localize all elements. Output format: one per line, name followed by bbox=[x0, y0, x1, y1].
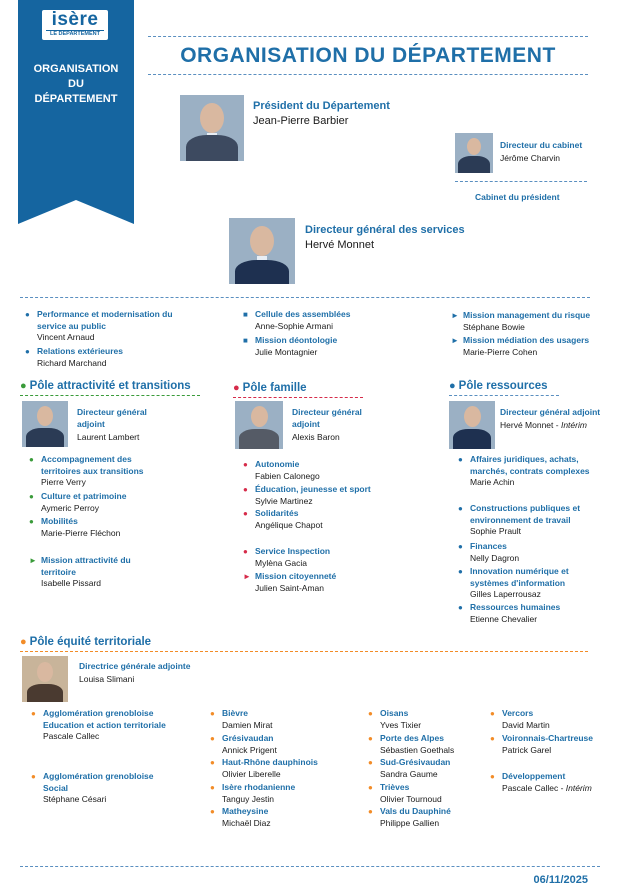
president-photo bbox=[180, 95, 244, 161]
cabinet-director-photo bbox=[455, 133, 493, 173]
equite-item: ● Sud-Grésivaudan Sandra Gaume bbox=[368, 757, 451, 779]
famille-director-photo bbox=[235, 401, 283, 449]
ressources-director-photo bbox=[449, 401, 495, 449]
ribbon-title: ORGANISATION DU DÉPARTEMENT bbox=[33, 63, 119, 105]
famille-item: ● Service Inspection Mylèna Gacia bbox=[243, 546, 331, 568]
equite-director-photo bbox=[22, 656, 68, 702]
direct-unit: ► Mission médiation des usagers Marie-Pierre Cohen bbox=[451, 335, 590, 357]
attractivite-item: ► Mission attractivité du territoire Isabelle Pissard bbox=[29, 555, 131, 588]
attractivite-director-name: Laurent Lambert bbox=[77, 432, 140, 442]
ressources-director-line: Hervé Monnet - Intérim bbox=[500, 420, 587, 430]
pole-attractivite-rule bbox=[20, 395, 200, 396]
page-title: ORGANISATION DU DÉPARTEMENT bbox=[180, 44, 556, 67]
equite-item: ● Grésivaudan Annick Prigent bbox=[210, 733, 277, 755]
isere-logo bbox=[42, 10, 108, 40]
famille-director-role: Directeur général adjoint bbox=[292, 407, 362, 429]
pole-equite-title: ● Pôle équité territoriale bbox=[20, 636, 152, 648]
famille-director-name: Alexis Baron bbox=[292, 432, 340, 442]
equite-item: ● Bièvre Damien Mirat bbox=[210, 708, 273, 730]
equite-item: ● Agglomération grenobloise Social Stéphane Césari bbox=[31, 771, 154, 804]
dgs-photo bbox=[229, 218, 295, 284]
title-rule-bottom bbox=[148, 74, 588, 75]
equite-item: ● Vals du Dauphiné Philippe Gallien bbox=[368, 806, 451, 828]
famille-item: ● Éducation, jeunesse et sport Sylvie Martinez bbox=[243, 484, 371, 506]
pole-ressources-rule bbox=[449, 395, 559, 396]
title-rule-top bbox=[148, 36, 588, 37]
attractivite-director-role: Directeur général adjoint bbox=[77, 407, 147, 429]
ressources-item: ● Finances Nelly Dagron bbox=[458, 541, 520, 563]
pole-equite-rule bbox=[20, 651, 588, 652]
logo-subtitle: LE DÉPARTEMENT bbox=[46, 30, 104, 38]
equite-item: ● Agglomération grenobloise Education et action territoriale Pascale Callec bbox=[31, 708, 166, 741]
dgs-name: Hervé Monnet bbox=[305, 239, 375, 251]
ressources-director-name: Hervé Monnet bbox=[500, 420, 554, 430]
famille-item: ► Mission citoyenneté Julien Saint-Aman bbox=[243, 571, 337, 593]
footer-rule bbox=[20, 866, 600, 867]
cabinet-director-role: Directeur du cabinet bbox=[500, 140, 583, 150]
equite-item: ● Développement Pascale Callec - Intérim bbox=[490, 771, 592, 793]
cabinet-unit: Cabinet du président bbox=[475, 192, 560, 202]
direct-unit: ● Relations extérieures Richard Marchand bbox=[25, 346, 123, 368]
attractivite-item: ● Accompagnement des territoires aux transitions Pierre Verry bbox=[29, 454, 144, 487]
direct-unit: ► Mission management du risque Stéphane Bowie bbox=[451, 310, 591, 332]
equite-item: ● Oisans Yves Tixier bbox=[368, 708, 422, 730]
document-date: 06/11/2025 bbox=[533, 874, 588, 886]
ressources-item: ● Innovation numérique et systèmes d'information Gilles Laperrousaz bbox=[458, 566, 569, 599]
equite-item: ● Voironnais-Chartreuse Patrick Garel bbox=[490, 733, 594, 755]
ressources-item: ● Affaires juridiques, achats, marchés, contrats complexes Marie Achin bbox=[458, 454, 590, 487]
logo-name: isère bbox=[51, 9, 99, 30]
attractivite-item: ● Mobilités Marie-Pierre Fléchon bbox=[29, 516, 121, 538]
equite-item: ● Trièves Olivier Tournoud bbox=[368, 782, 442, 804]
equite-director-name: Louisa Slimani bbox=[79, 674, 135, 684]
ressources-director-role: Directeur général adjoint bbox=[500, 407, 601, 417]
cabinet-director-name: Jérôme Charvin bbox=[500, 153, 560, 163]
cabinet-rule bbox=[455, 181, 587, 182]
president-name: Jean-Pierre Barbier bbox=[253, 115, 349, 127]
direct-unit: ■ Mission déontologie Julie Montagnier bbox=[243, 335, 338, 357]
pole-ressources-title: ● Pôle ressources bbox=[449, 380, 548, 392]
equite-item: ● Vercors David Martin bbox=[490, 708, 550, 730]
dgs-role: Directeur général des services bbox=[305, 224, 465, 236]
equite-item: ● Matheysine Michaël Diaz bbox=[210, 806, 271, 828]
equite-director-role: Directrice générale adjointe bbox=[79, 661, 191, 671]
direct-unit: ● Performance et modernisation du service au public Vincent Arnaud bbox=[25, 309, 173, 342]
famille-item: ● Solidarités Angélique Chapot bbox=[243, 508, 323, 530]
famille-item: ● Autonomie Fabien Calonego bbox=[243, 459, 320, 481]
pole-famille-title: ● Pôle famille bbox=[233, 382, 307, 394]
pole-famille-rule bbox=[233, 397, 363, 398]
attractivite-director-photo bbox=[22, 401, 68, 447]
dgs-rule bbox=[20, 297, 590, 298]
president-role: Président du Département bbox=[253, 100, 390, 112]
equite-item: ● Haut-Rhône dauphinois Olivier Liberelle bbox=[210, 757, 318, 779]
ressources-item: ● Constructions publiques et environnement de travail Sophie Prault bbox=[458, 503, 581, 536]
direct-unit: ■ Cellule des assemblées Anne-Sophie Armani bbox=[243, 309, 351, 331]
pole-attractivite-title: ● Pôle attractivité et transitions bbox=[20, 380, 191, 392]
ressources-item: ● Ressources humaines Etienne Chevalier bbox=[458, 602, 561, 624]
attractivite-item: ● Culture et patrimoine Aymeric Perroy bbox=[29, 491, 127, 513]
equite-item: ● Isère rhodanienne Tanguy Jestin bbox=[210, 782, 296, 804]
ressources-director-note: Intérim bbox=[560, 420, 587, 430]
equite-item: ● Porte des Alpes Sébastien Goethals bbox=[368, 733, 455, 755]
